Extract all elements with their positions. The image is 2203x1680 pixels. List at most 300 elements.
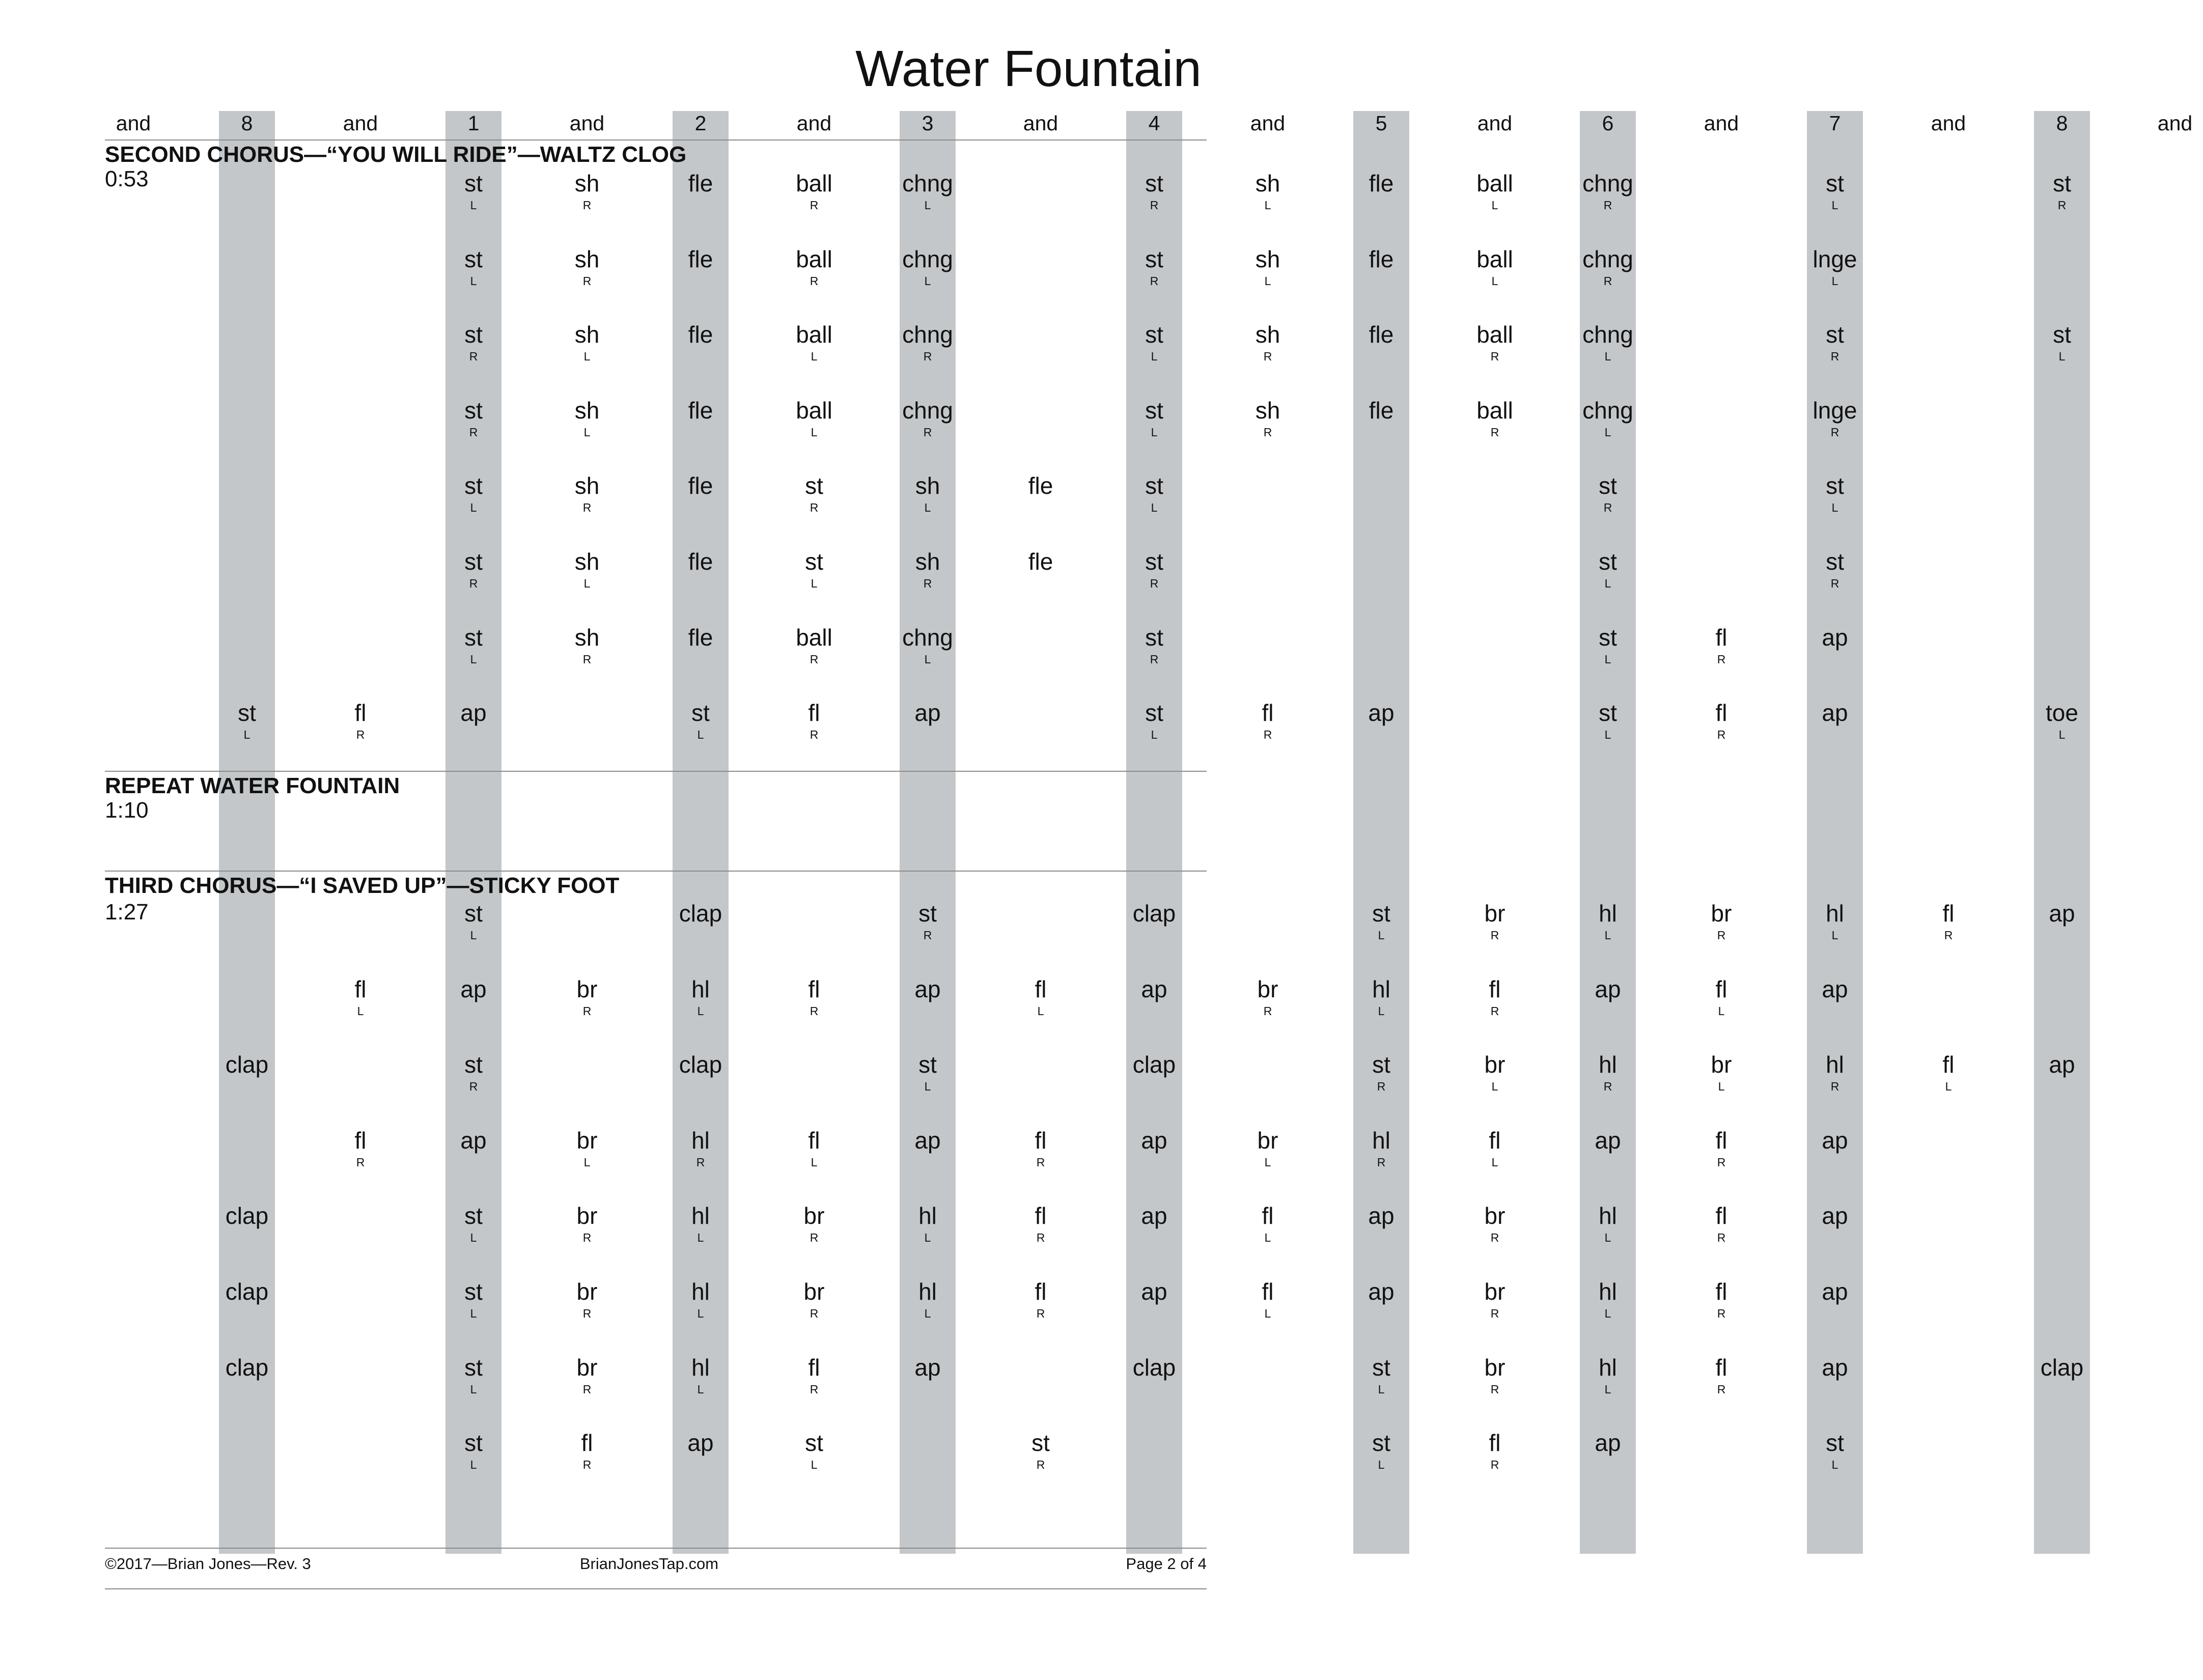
step-cell — [219, 1277, 275, 1306]
foot-indicator: R — [356, 1156, 365, 1169]
step-name: ap — [1822, 1278, 1848, 1305]
step-cell — [445, 1201, 501, 1245]
foot-indicator: L — [1037, 1004, 1044, 1018]
step-name: chng — [1582, 246, 1633, 272]
foot-indicator: R — [1830, 350, 1839, 363]
step-cell — [786, 1429, 842, 1472]
step-name: st — [238, 699, 256, 726]
foot-indicator: L — [357, 1004, 364, 1018]
step-cell — [1353, 1126, 1409, 1170]
step-name: fl — [1715, 1354, 1727, 1381]
step-cell — [786, 396, 842, 440]
step-cell — [1353, 396, 1409, 425]
step-name: chng — [902, 246, 953, 272]
step-cell — [1467, 899, 1523, 943]
foot-indicator: R — [2057, 199, 2067, 212]
step-name: st — [805, 548, 823, 575]
step-cell — [1580, 1201, 1636, 1245]
foot-indicator: L — [2058, 728, 2066, 741]
step-name: hl — [691, 1278, 710, 1305]
step-name: ap — [1368, 1278, 1395, 1305]
foot-indicator: L — [1604, 653, 1611, 666]
foot-indicator: L — [1378, 1004, 1385, 1018]
foot-indicator: R — [1717, 728, 1726, 741]
foot-indicator: R — [1603, 274, 1612, 288]
step-name: fl — [1715, 1127, 1727, 1154]
step-name: clap — [225, 1278, 269, 1305]
step-name: st — [918, 900, 937, 927]
step-name: br — [576, 1278, 598, 1305]
step-cell — [445, 698, 501, 727]
section-time: 1:10 — [105, 798, 149, 823]
step-cell — [1580, 1429, 1636, 1457]
step-name: sh — [574, 246, 600, 272]
step-cell — [1807, 1277, 1863, 1306]
step-name: fl — [354, 976, 367, 1002]
step-cell — [1013, 1201, 1069, 1245]
foot-indicator: R — [1150, 577, 1159, 590]
foot-indicator: L — [697, 1004, 704, 1018]
foot-indicator: L — [1264, 199, 1271, 212]
step-cell — [1693, 899, 1749, 943]
step-cell — [445, 1277, 501, 1321]
step-name: br — [1484, 1202, 1505, 1229]
step-cell — [1580, 471, 1636, 515]
foot-indicator: L — [583, 350, 591, 363]
step-cell — [1126, 396, 1182, 440]
step-cell — [900, 623, 956, 667]
foot-indicator: R — [582, 1004, 592, 1018]
step-name: hl — [918, 1278, 937, 1305]
step-name: br — [576, 1202, 598, 1229]
foot-indicator: R — [1603, 199, 1612, 212]
section-time: 1:27 — [105, 900, 149, 925]
step-name: ap — [914, 976, 941, 1002]
step-name: br — [803, 1202, 825, 1229]
step-name: st — [1145, 472, 1163, 499]
foot-indicator: L — [924, 199, 931, 212]
step-name: ap — [1141, 1202, 1167, 1229]
foot-indicator: R — [356, 728, 365, 741]
step-name: ap — [1368, 1202, 1395, 1229]
step-cell — [1240, 396, 1296, 440]
step-cell — [1126, 899, 1182, 928]
step-name: ap — [1822, 976, 1848, 1002]
step-cell — [673, 623, 729, 652]
step-name: fle — [688, 472, 713, 499]
step-name: ap — [1822, 1354, 1848, 1381]
step-cell — [1580, 547, 1636, 591]
step-name: br — [1257, 1127, 1278, 1154]
step-cell — [1240, 1126, 1296, 1170]
step-cell — [1126, 1126, 1182, 1155]
section-divider — [105, 871, 1207, 872]
step-name: st — [1826, 1430, 1844, 1456]
count-label: and — [569, 111, 605, 135]
foot-indicator: L — [2058, 350, 2066, 363]
step-cell — [559, 975, 615, 1019]
step-cell — [786, 975, 842, 1019]
foot-indicator: L — [1491, 199, 1498, 212]
step-cell — [559, 623, 615, 667]
foot-indicator: R — [1944, 929, 1953, 942]
foot-indicator: L — [697, 1307, 704, 1320]
step-cell — [219, 1353, 275, 1382]
foot-indicator: L — [470, 501, 477, 514]
step-cell — [445, 471, 501, 515]
foot-indicator: R — [696, 1156, 705, 1169]
step-cell — [559, 471, 615, 515]
step-name: ap — [460, 976, 487, 1002]
step-cell — [445, 1353, 501, 1397]
step-name: fle — [688, 170, 713, 197]
step-name: fl — [581, 1430, 593, 1456]
step-cell — [1013, 1429, 1069, 1472]
step-name: fl — [1035, 1202, 1047, 1229]
step-cell — [219, 698, 275, 742]
step-cell — [1920, 1050, 1976, 1094]
step-cell — [673, 1277, 729, 1321]
step-name: st — [464, 548, 483, 575]
step-cell — [786, 698, 842, 742]
foot-indicator: R — [1717, 1231, 1726, 1244]
foot-indicator: L — [1604, 350, 1611, 363]
step-cell — [1467, 1353, 1523, 1397]
step-name: fle — [1369, 321, 1394, 348]
foot-indicator: R — [1490, 1307, 1499, 1320]
step-cell — [1353, 899, 1409, 943]
step-cell — [1693, 698, 1749, 742]
step-cell — [673, 698, 729, 742]
step-cell — [445, 245, 501, 289]
step-name: ball — [1476, 246, 1513, 272]
foot-indicator: R — [1377, 1156, 1386, 1169]
count-label: 2 — [694, 111, 707, 135]
step-name: hl — [1599, 1202, 1617, 1229]
count-label: and — [796, 111, 832, 135]
step-name: st — [2053, 321, 2071, 348]
step-name: ap — [460, 1127, 487, 1154]
step-cell — [1920, 899, 1976, 943]
foot-indicator: L — [1378, 1383, 1385, 1396]
foot-indicator: R — [1150, 653, 1159, 666]
step-cell — [900, 471, 956, 515]
step-name: st — [464, 321, 483, 348]
step-cell — [1693, 1353, 1749, 1397]
foot-indicator: R — [923, 426, 932, 439]
step-cell — [900, 975, 956, 1003]
foot-indicator: L — [470, 653, 477, 666]
step-name: ap — [1822, 1202, 1848, 1229]
step-cell — [900, 1050, 956, 1094]
step-name: st — [1145, 548, 1163, 575]
foot-indicator: L — [811, 1458, 818, 1471]
step-name: hl — [691, 1127, 710, 1154]
step-name: hl — [691, 1202, 710, 1229]
step-cell — [559, 1277, 615, 1321]
foot-indicator: R — [810, 1004, 819, 1018]
step-name: br — [1484, 1354, 1505, 1381]
foot-indicator: L — [1151, 350, 1158, 363]
step-cell — [1013, 1277, 1069, 1321]
step-name: st — [918, 1051, 937, 1078]
step-name: fl — [808, 976, 820, 1002]
step-name: fl — [1715, 976, 1727, 1002]
step-cell — [673, 169, 729, 198]
step-name: ap — [1595, 1127, 1621, 1154]
step-cell — [1240, 169, 1296, 213]
foot-indicator: R — [810, 1231, 819, 1244]
step-name: ball — [796, 170, 832, 197]
step-name: fl — [1489, 976, 1501, 1002]
count-label: and — [1023, 111, 1058, 135]
step-name: br — [1484, 1051, 1505, 1078]
step-name: br — [576, 976, 598, 1002]
step-cell — [1807, 975, 1863, 1003]
step-name: ap — [1822, 624, 1848, 651]
foot-indicator: L — [924, 1307, 931, 1320]
step-name: fle — [688, 624, 713, 651]
step-name: ap — [460, 699, 487, 726]
step-name: st — [1599, 699, 1617, 726]
step-name: br — [576, 1354, 598, 1381]
step-name: clap — [1132, 900, 1176, 927]
step-cell — [1353, 320, 1409, 349]
step-cell — [445, 623, 501, 667]
step-cell — [673, 1050, 729, 1079]
foot-indicator: R — [1490, 1231, 1499, 1244]
foot-indicator: L — [1831, 1458, 1838, 1471]
step-cell — [673, 899, 729, 928]
step-cell — [900, 547, 956, 591]
count-label: and — [1704, 111, 1739, 135]
foot-indicator: L — [1604, 577, 1611, 590]
step-cell — [673, 1429, 729, 1457]
step-name: sh — [574, 170, 600, 197]
step-cell — [900, 396, 956, 440]
step-name: chng — [902, 170, 953, 197]
foot-indicator: R — [1377, 1080, 1386, 1093]
step-cell — [1807, 471, 1863, 515]
step-cell — [1353, 975, 1409, 1019]
step-name: ap — [1595, 976, 1621, 1002]
step-cell — [445, 1126, 501, 1155]
step-name: ap — [687, 1430, 714, 1456]
step-cell — [1580, 899, 1636, 943]
step-name: fle — [1369, 170, 1394, 197]
foot-indicator: L — [697, 1383, 704, 1396]
step-cell — [1013, 547, 1069, 576]
step-name: lnge — [1812, 246, 1857, 272]
step-name: ap — [1141, 976, 1167, 1002]
step-name: st — [1145, 397, 1163, 424]
step-cell — [1353, 698, 1409, 727]
foot-indicator: L — [470, 1383, 477, 1396]
step-name: lnge — [1812, 397, 1857, 424]
foot-indicator: L — [470, 199, 477, 212]
count-label: 4 — [1148, 111, 1160, 135]
step-name: fle — [688, 246, 713, 272]
step-name: clap — [1132, 1051, 1176, 1078]
step-cell — [1580, 623, 1636, 667]
step-cell — [559, 1201, 615, 1245]
step-cell — [673, 547, 729, 576]
step-cell — [1467, 1126, 1523, 1170]
step-name: ball — [1476, 170, 1513, 197]
step-cell — [1467, 1277, 1523, 1321]
step-name: ap — [914, 1354, 941, 1381]
step-cell — [1807, 899, 1863, 943]
step-cell — [559, 547, 615, 591]
step-cell — [1126, 547, 1182, 591]
step-name: st — [464, 1278, 483, 1305]
section-divider — [105, 771, 1207, 772]
step-cell — [1807, 1126, 1863, 1155]
step-cell — [1126, 1277, 1182, 1306]
step-cell — [1807, 169, 1863, 213]
step-name: clap — [2040, 1354, 2084, 1381]
step-cell — [1693, 1126, 1749, 1170]
step-name: br — [576, 1127, 598, 1154]
step-cell — [900, 169, 956, 213]
foot-indicator: R — [582, 653, 592, 666]
step-name: sh — [574, 548, 600, 575]
foot-indicator: R — [923, 929, 932, 942]
foot-indicator: L — [924, 1080, 931, 1093]
step-cell — [1126, 471, 1182, 515]
step-name: fl — [1035, 1278, 1047, 1305]
step-cell — [673, 1126, 729, 1170]
step-name: hl — [918, 1202, 937, 1229]
foot-indicator: L — [1491, 1156, 1498, 1169]
step-cell — [219, 1050, 275, 1079]
foot-indicator: R — [1490, 1383, 1499, 1396]
step-cell — [900, 1126, 956, 1155]
step-cell — [1580, 1277, 1636, 1321]
step-cell — [1693, 1050, 1749, 1094]
step-name: st — [1145, 624, 1163, 651]
step-cell — [1580, 396, 1636, 440]
step-name: fl — [1262, 699, 1274, 726]
step-name: st — [1372, 1051, 1390, 1078]
step-cell — [1467, 169, 1523, 213]
step-name: ap — [1141, 1278, 1167, 1305]
foot-indicator: L — [811, 350, 818, 363]
section-title: REPEAT WATER FOUNTAIN — [105, 773, 400, 798]
step-cell — [1580, 1126, 1636, 1155]
step-cell — [786, 245, 842, 289]
step-name: br — [1711, 900, 1732, 927]
step-name: fl — [1035, 976, 1047, 1002]
step-cell — [559, 1353, 615, 1397]
step-name: sh — [915, 548, 940, 575]
step-cell — [559, 1429, 615, 1472]
count-label: 1 — [467, 111, 480, 135]
step-name: fl — [1715, 1202, 1727, 1229]
step-cell — [445, 320, 501, 364]
step-cell — [1353, 1050, 1409, 1094]
foot-indicator: R — [923, 350, 932, 363]
step-name: fl — [354, 1127, 367, 1154]
foot-indicator: R — [1830, 577, 1839, 590]
count-label: and — [1477, 111, 1513, 135]
step-name: chng — [1582, 397, 1633, 424]
foot-indicator: R — [1717, 1307, 1726, 1320]
step-cell — [786, 547, 842, 591]
step-name: ap — [1141, 1127, 1167, 1154]
step-name: hl — [1599, 900, 1617, 927]
foot-indicator: L — [697, 728, 704, 741]
step-cell — [2034, 320, 2090, 364]
step-name: br — [1257, 976, 1278, 1002]
step-name: st — [2053, 170, 2071, 197]
step-name: st — [464, 1430, 483, 1456]
step-name: chng — [902, 397, 953, 424]
step-cell — [786, 320, 842, 364]
step-name: st — [1599, 472, 1617, 499]
step-cell — [673, 471, 729, 500]
foot-indicator: R — [1263, 426, 1272, 439]
step-name: fl — [354, 699, 367, 726]
step-name: sh — [1255, 170, 1280, 197]
foot-indicator: L — [1604, 1383, 1611, 1396]
foot-indicator: L — [1604, 1231, 1611, 1244]
foot-indicator: L — [1604, 728, 1611, 741]
foot-indicator: R — [1490, 426, 1499, 439]
step-name: fl — [1942, 900, 1955, 927]
foot-indicator: L — [243, 728, 250, 741]
foot-indicator: R — [810, 653, 819, 666]
step-name: st — [1145, 170, 1163, 197]
step-name: fl — [1262, 1202, 1274, 1229]
foot-indicator: L — [470, 929, 477, 942]
step-name: toe — [2046, 699, 2078, 726]
step-name: st — [1145, 699, 1163, 726]
step-cell — [1693, 975, 1749, 1019]
foot-indicator: R — [582, 1383, 592, 1396]
step-name: sh — [1255, 246, 1280, 272]
foot-indicator: L — [1264, 1307, 1271, 1320]
foot-indicator: L — [1604, 426, 1611, 439]
step-name: fle — [1369, 246, 1394, 272]
step-name: hl — [1599, 1051, 1617, 1078]
step-name: br — [803, 1278, 825, 1305]
step-name: st — [1826, 548, 1844, 575]
foot-indicator: L — [1151, 728, 1158, 741]
step-cell — [1126, 1353, 1182, 1382]
step-cell — [1580, 169, 1636, 213]
foot-indicator: R — [1830, 426, 1839, 439]
step-name: fl — [1942, 1051, 1955, 1078]
foot-indicator: L — [1491, 274, 1498, 288]
step-name: fl — [1035, 1127, 1047, 1154]
step-cell — [1013, 1126, 1069, 1170]
foot-indicator: R — [1150, 199, 1159, 212]
foot-indicator: L — [1264, 1231, 1271, 1244]
foot-indicator: R — [1263, 1004, 1272, 1018]
step-cell — [673, 320, 729, 349]
page-title: Water Fountain — [855, 40, 1202, 97]
foot-indicator: L — [1831, 501, 1838, 514]
step-cell — [2034, 1050, 2090, 1079]
foot-indicator: R — [810, 728, 819, 741]
foot-indicator: L — [811, 1156, 818, 1169]
header-divider — [105, 139, 1207, 141]
step-name: clap — [679, 900, 722, 927]
step-name: ap — [1595, 1430, 1621, 1456]
step-cell — [1807, 245, 1863, 289]
step-name: st — [805, 472, 823, 499]
